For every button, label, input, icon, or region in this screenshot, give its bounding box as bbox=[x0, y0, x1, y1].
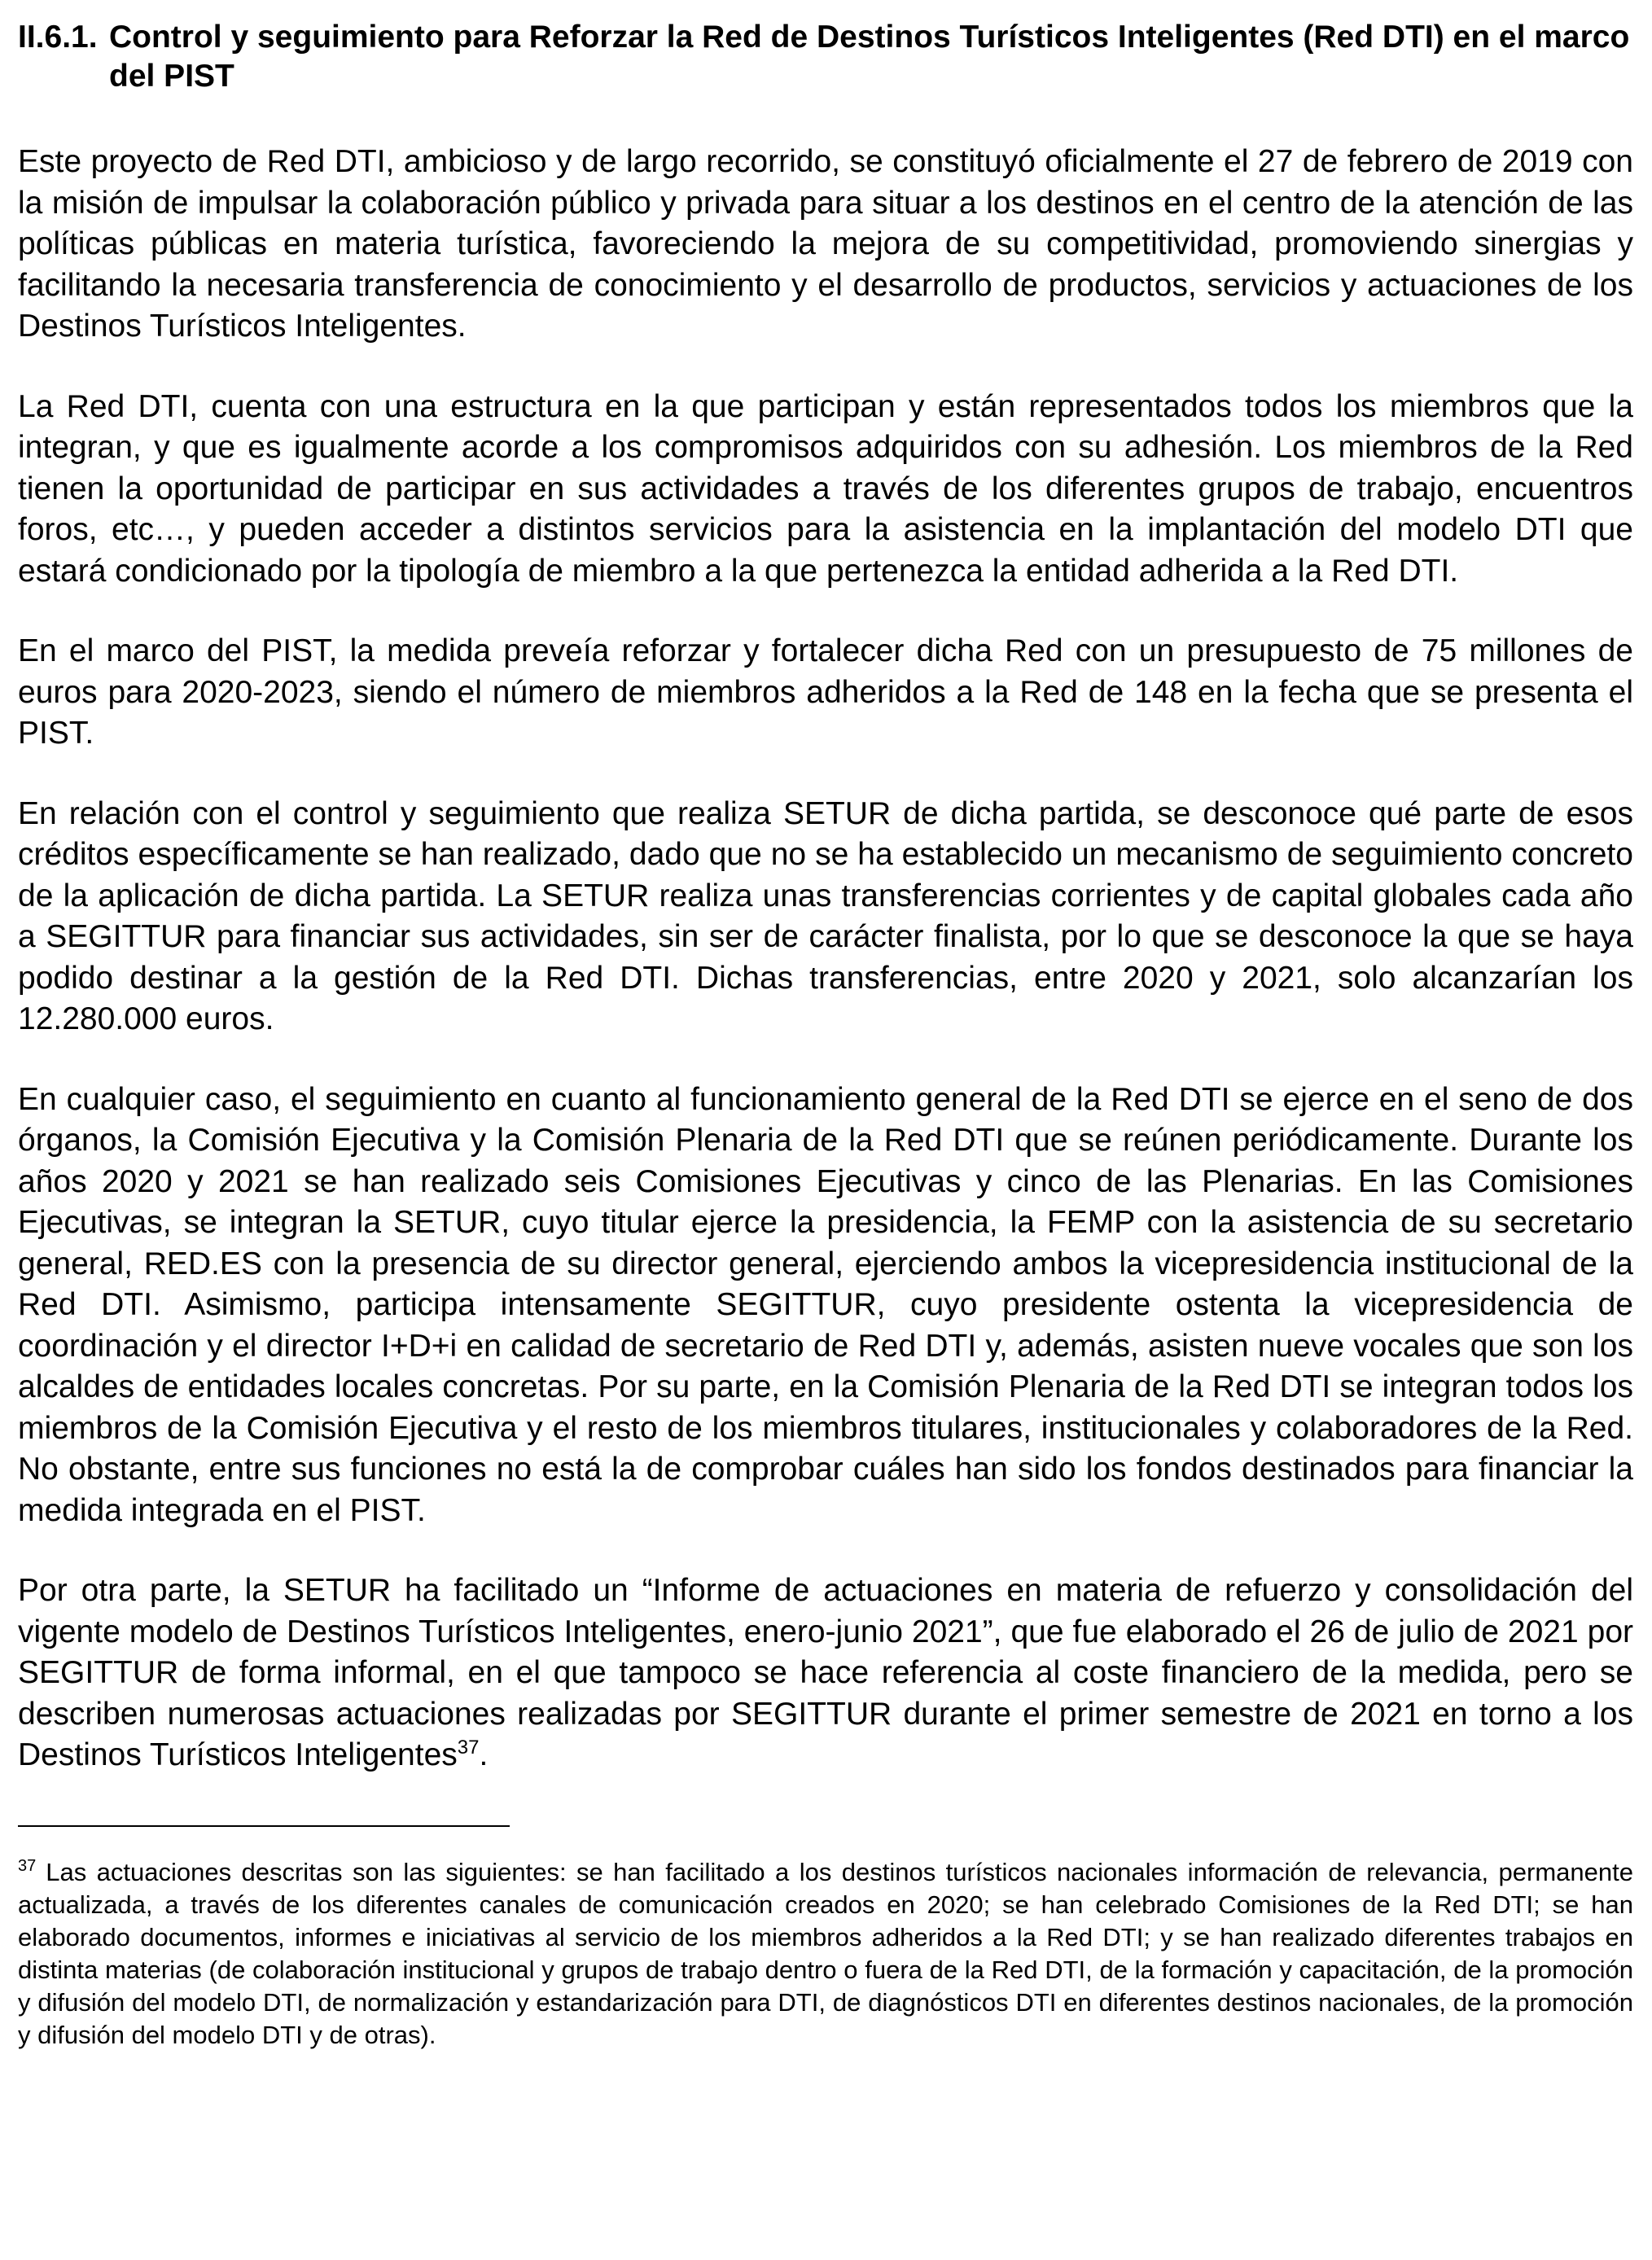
paragraph-2: La Red DTI, cuenta con una estructura en la que participan y están representados todos los miembros que la integran, y que es igualmente acorde a los compromisos adquiridos con su adhesión. Los miembros de la Red tienen la oportunidad de participar en sus actividades a través de los diferentes grupos de trabajo, encuentros foros, etc…, y pueden acceder a distintos servicios para la asistencia en la implantación del modelo DTI que estará condicionado por la tipología de miembro a la que pertenezca la entidad adherida a la Red DTI. bbox=[18, 388, 1633, 589]
section-heading bbox=[18, 18, 1633, 96]
footnote-divider bbox=[18, 1825, 510, 1827]
footnote-reference[interactable]: 37 bbox=[457, 1737, 480, 1759]
section-title: Control y seguimiento para Reforzar la Red de Destinos Turísticos Inteligentes (Red DTI) en el marco del PIST bbox=[109, 20, 1630, 94]
paragraph-3: En el marco del PIST, la medida preveía reforzar y fortalecer dicha Red con un presupuesto de 75 millones de euros para 2020-2023, siendo el número de miembros adheridos a la Red de 148 en la fecha que se presenta el PIST. bbox=[18, 633, 1633, 751]
paragraph-6: Por otra parte, la SETUR ha facilitado un “Informe de actuaciones en materia de refuerzo y consolidación del vigente modelo de Destinos Turísticos Inteligentes, enero-junio 2021”, que fue elaborado el 26 de julio de 2021 por SEGITTUR de forma informal, en el que tampoco se hace referencia al coste financiero de la medida, pero se describen numerosas actuaciones realizadas por SEGITTUR durante el primer semestre de 2021 en torno a los Destinos Turísticos Inteligentes$^{37}$. bbox=[18, 1573, 1633, 1772]
section-number: II.6.1. bbox=[18, 20, 98, 55]
paragraph-4: En relación con el control y seguimiento que realiza SETUR de dicha partida, se desconoce qué parte de esos créditos específicamente se han realizado, dado que no se ha establecido un mecanismo de seguimiento concreto de la aplicación de dicha partida. La SETUR realiza unas transferencias corrientes y de capital globales cada año a SEGITTUR para financiar sus actividades, sin ser de carácter finalista, por lo que se desconoce la que se haya podido destinar a la gestión de la Red DTI. Dichas transferencias, entre 2020 y 2021, solo alcanzarían los 12.280.000 euros. bbox=[18, 795, 1633, 1036]
paragraph-5: En cualquier caso, el seguimiento en cuanto al funcionamiento general de la Red DTI se ejerce en el seno de dos órganos, la Comisión Ejecutiva y la Comisión Plenaria de la Red DTI que se reúnen periódicamente. Durante los años 2020 y 2021 se han realizado seis Comisiones Ejecutivas y cinco de las Plenarias. En las Comisiones Ejecutivas, se integran la SETUR, cuyo titular ejerce la presidencia, la FEMP con la asistencia de su secretario general, RED.ES con la presencia de su director general, ejerciendo ambos la vicepresidencia institucional de la Red DTI. Asimismo, participa intensamente SEGITTUR, cuyo presidente ostenta la vicepresidencia de coordinación y el director I+D+i en calidad de secretario de Red DTI y, además, asisten nueve vocales que son los alcaldes de entidades locales concretas. Por su parte, en la Comisión Plenaria de la Red DTI se integran todos los miembros de la Comisión Ejecutiva y el resto de los miembros titulares, institucionales y colaboradores de la Red. No obstante, entre sus funciones no está la de comprobar cuáles han sido los fondos destinados para financiar la medida integrada en el PIST. bbox=[18, 1081, 1633, 1528]
footnote-text: Las actuaciones descritas son las siguientes: se han facilitado a los destinos turísticos nacionales información de relevancia, permanente actualizada, a través de los diferentes canales de comunicación creados en 2020; se han celebrado Comisiones de la Red DTI; se han elaborado documentos, informes e iniciativas al servicio de los miembros adheridos a la Red DTI; y se han realizado diferentes trabajos en distinta materias (de colaboración institucional y grupos de trabajo dentro o fuera de la Red DTI, de la formación y capacitación, de la promoción y difusión del modelo DTI, de normalización y estandarización para DTI, de diagnósticos DTI en diferentes destinos nacionales, de la promoción y difusión del modelo DTI y de otras). bbox=[18, 1857, 1633, 2049]
paragraph-1: Este proyecto de Red DTI, ambicioso y de largo recorrido, se constituyó oficialmente el 27 de febrero de 2019 con la misión de impulsar la colaboración público y privada para situar a los destinos en el centro de la atención de las políticas públicas en materia turística, favoreciendo la mejora de su competitividad, promoviendo sinergias y facilitando la necesaria transferencia de conocimiento y el desarrollo de productos, servicios y actuaciones de los Destinos Turísticos Inteligentes. bbox=[18, 144, 1633, 344]
footnote bbox=[18, 1856, 1633, 2052]
paragraph-6-text: Por otra parte, la SETUR ha facilitado un “Informe de actuaciones en materia de refuerzo y consolidación del vigente modelo de Destinos Turísticos Inteligentes, enero-junio 2021”, que fue elaborado el 26 de julio de 2021 por SEGITTUR de forma informal, en el que tampoco se hace referencia al coste financiero de la medida, pero se describen numerosas actuaciones realizadas por SEGITTUR durante el primer semestre de 2021 en torno a los Destinos Turísticos Inteligentes bbox=[18, 1573, 1633, 1772]
document-page bbox=[18, 18, 1633, 2052]
footnote-marker: 37 bbox=[18, 1857, 37, 1876]
